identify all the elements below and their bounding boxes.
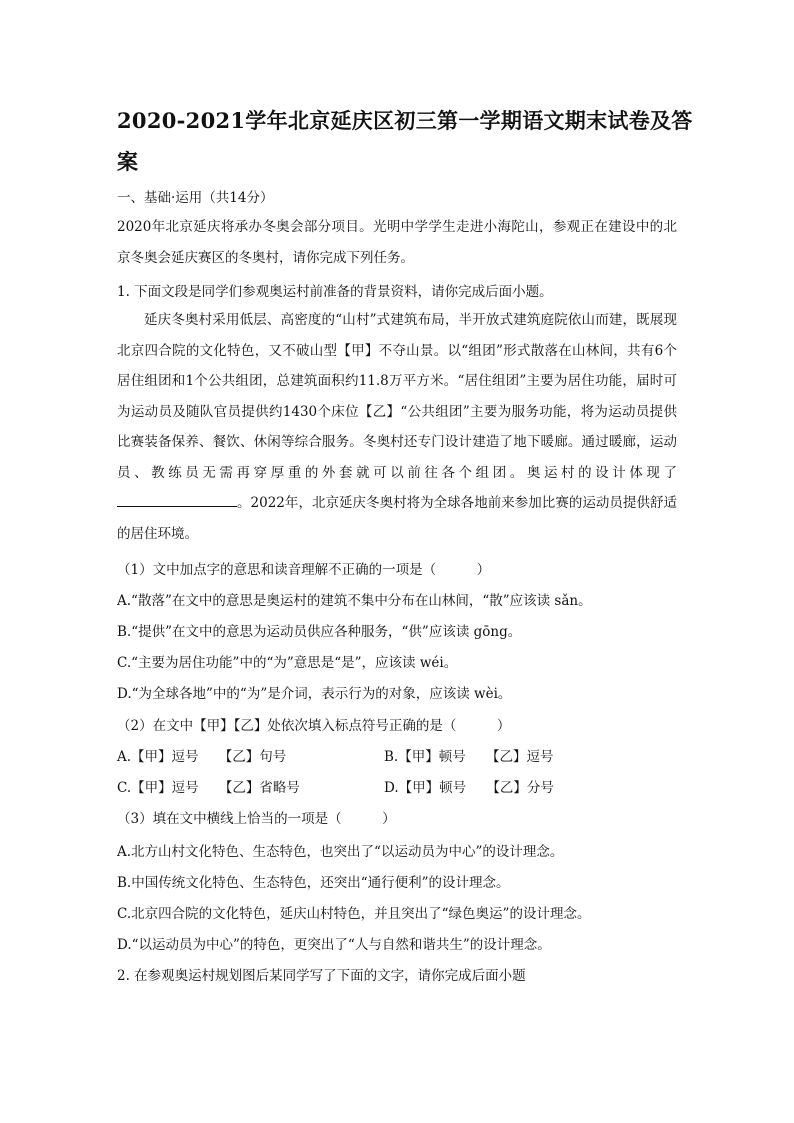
section-heading: 一、基础·运用（共14分） [117, 190, 274, 206]
sub-question-2-option-a: A.【甲】逗号 【乙】句号 [117, 749, 287, 765]
sub-question-2-stem: （2）在文中【甲】【乙】处依次填入标点符号正确的是（ ） [117, 718, 511, 734]
sub-question-3-option-a: A.北方山村文化特色、生态特色，也突出了“以运动员为中心”的设计理念。 [117, 844, 564, 860]
page-title: 2020-2021学年北京延庆区初三第一学期语文期末试卷及答案 [117, 108, 693, 174]
sub-question-1-option-d: D.“为全球各地”中的“为”是介词，表示行为的对象，应该读 wèi。 [117, 686, 512, 702]
fill-blank [117, 492, 237, 507]
sub-question-2-option-c: C.【甲】逗号 【乙】省略号 [117, 780, 300, 796]
sub-question-3-option-d: D.“以运动员为中心”的特色，更突出了“人与自然和谐共生”的设计理念。 [117, 937, 551, 953]
sub-question-2-option-b: B.【甲】顿号 【乙】逗号 [384, 749, 554, 765]
sub-question-1-option-a: A.“散落”在文中的意思是奥运村的建筑不集中分布在山林间，“散”应该读 sǎn。 [117, 593, 592, 609]
question-1-stem: 1. 下面文段是同学们参观奥运村前准备的背景资料，请你完成后面小题。 [117, 284, 553, 300]
question-2-stem: 2. 在参观奥运村规划图后某同学写了下面的文字，请你完成后面小题 [117, 968, 526, 984]
sub-question-2-option-d: D.【甲】顿号 【乙】分号 [384, 780, 554, 796]
sub-question-1-stem: （1）文中加点字的意思和读音理解不正确的一项是（ ） [117, 562, 491, 578]
sub-question-1-option-c: C.“主要为居住功能”中的“为”意思是“是”，应该读 wéi。 [117, 655, 458, 671]
intro-paragraph: 2020年北京延庆将承办冬奥会部分项目。光明中学学生走进小海陀山，参观正在建设中的北京冬奥会延庆赛区的冬奥村，请你完成下列任务。 [117, 219, 677, 266]
sub-question-3-option-b: B.中国传统文化特色、生态特色，还突出“通行便利”的设计理念。 [117, 875, 510, 891]
sub-question-3-option-c: C.北京四合院的文化特色，延庆山村特色，并且突出了“绿色奥运”的设计理念。 [117, 906, 591, 922]
passage-text-2: 。2022年，北京延庆冬奥村将为全球各地前来参加比赛的运动员提供舒适的居住环境。 [117, 495, 677, 542]
passage [117, 305, 677, 549]
passage-text-1: 延庆冬奥村采用低层、高密度的“山村”式建筑布局，半开放式建筑庭院依山而建，既展现北京四合院的文化特色，又不破山型【甲】不夺山景。以“组团”形式散落在山林间，共有6个居住组团和1个公共组团，总建筑面积约11.8万平方米。“居住组团”主要为居住功能，届时可为运动员及随队官员提供约1430个床位【乙】“公共组团”主要为服务功能，将为运动员提供比赛装备保养、餐饮、休闲等综合服务。冬奥村还专门设计建造了地下暖廊。通过暖廊，运动员、教练员无需再穿厚重的外套就可以前往各个组团。奥运村的设计体现了 [117, 312, 677, 481]
sub-question-1-option-b: B.“提供”在文中的意思为运动员供应各种服务，“供”应该读 gōng。 [117, 624, 522, 640]
sub-question-3-stem: （3）填在文中横线上恰当的一项是（ ） [117, 811, 396, 827]
